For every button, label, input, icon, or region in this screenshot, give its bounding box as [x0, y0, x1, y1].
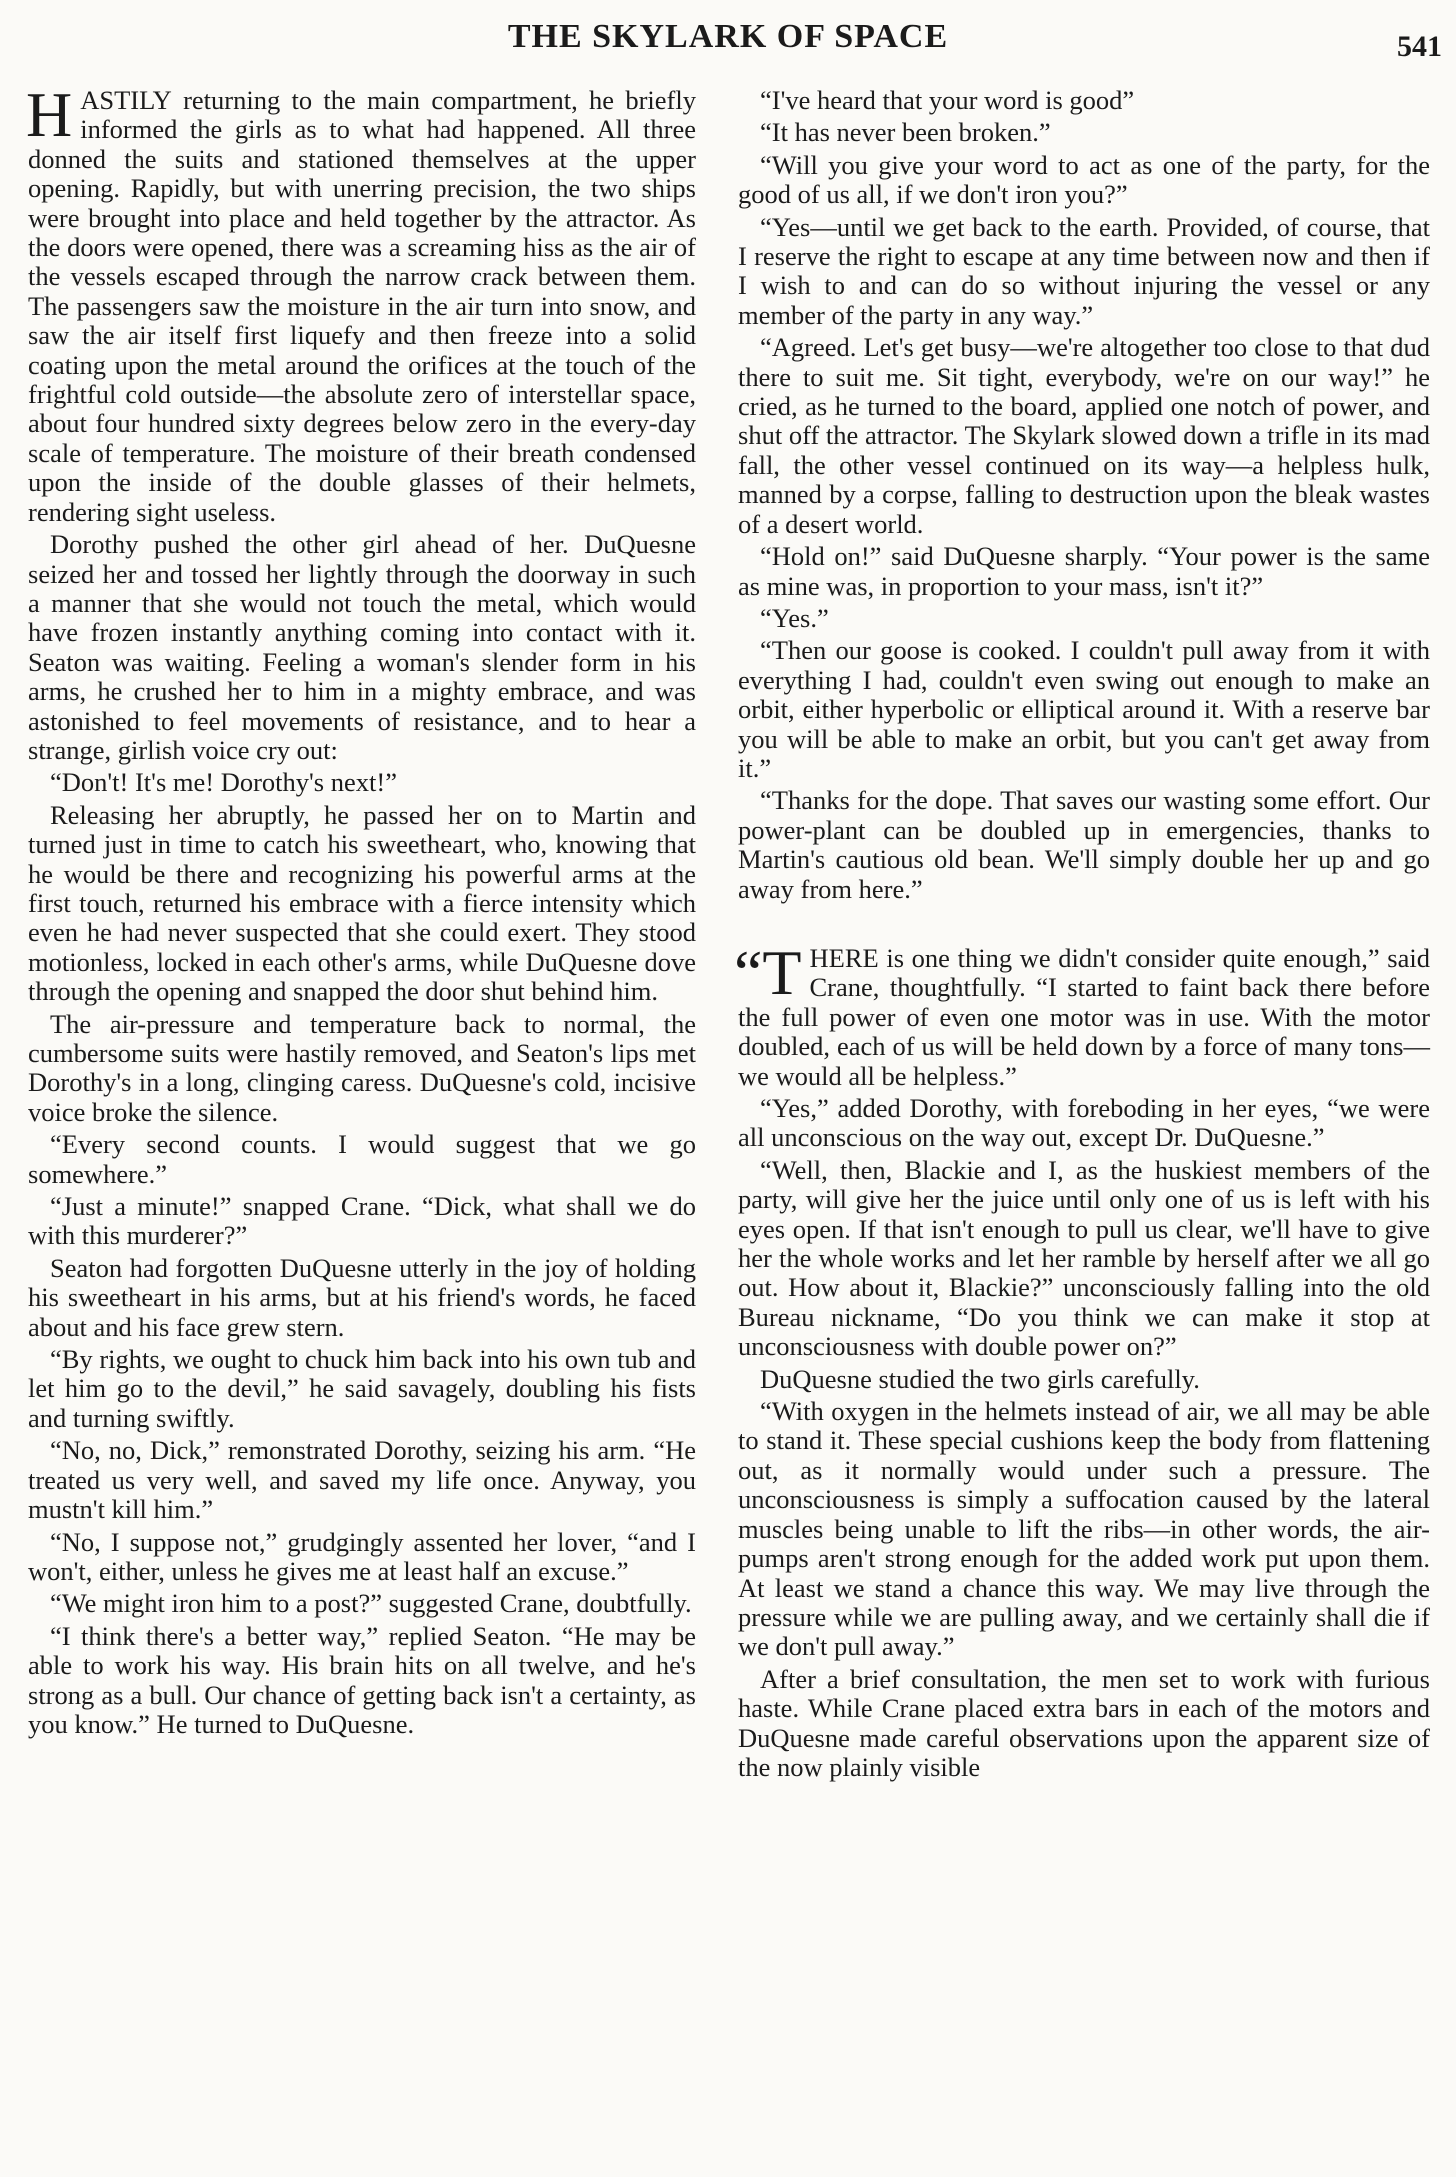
- paragraph: “Don't! It's me! Dorothy's next!”: [50, 767, 397, 798]
- paragraph: “Well, then, Blackie and I, as the huskiest members of the party, will give her the juice until only one of us is left with his eyes open. If that isn't enough to pull us clear, we'll have to give her the whole works and let her ramble by herself after we all go out. How about it, Blackie?” unconsciously falling into the old Bureau nickname, “Do you think we can make it stop at unconsciousness with double power on?”: [738, 1154, 1430, 1362]
- paragraph: “Every second counts. I would suggest that we go somewhere.”: [28, 1129, 696, 1189]
- section-text: is one thing we didn't consider quite enough,” said Crane, thoughtfully. “I started to faint back there before the full power of even one motor was in use. With the motor doubled, each of us will be held down by a force of many tons—we would all be helpless.”: [738, 942, 1430, 1091]
- paragraph: Dorothy pushed the other girl ahead of her. DuQuesne seized her and tossed her lightly through the doorway in such a manner that she would not touch the metal, which would have frozen instantly anything coming into contact with it. Seaton was waiting. Feeling a woman's slender form in his arms, he crushed her to him in a mighty embrace, and was astonished to feel movements of resistance, and to hear a strange, girlish voice cry out:: [28, 529, 696, 765]
- opening-text: returning to the main compartment, he briefly informed the girls as to what had happened. All three donned the suits and stationed themselves at the upper opening. Rapidly, but with unerring precision, the two ships were brought into place and held together by the attractor. As the doors were opened, there was a screaming hiss as the air of the vessels escaped through the narrow crack between them. The passengers saw the moisture in the air turn into snow, and saw the air itself first liquefy and then freeze into a solid coating upon the metal around the orifices at the touch of the frightful cold outside—the absolute zero of interstellar space, about four hundred sixty degrees below zero in the every-day scale of temperature. The moisture of their breath condensed upon the inside of the double glasses of their helmets, rendering sight useless.: [28, 85, 696, 527]
- lead-word: HERE: [809, 942, 879, 973]
- paragraph: “We might iron him to a post?” suggested Crane, doubtfully.: [50, 1588, 692, 1619]
- right-column: [734, 85, 1430, 1785]
- paragraph: “I've heard that your word is good”: [760, 85, 1135, 115]
- paragraph: “Yes,” added Dorothy, with foreboding in her eyes, “we were all unconscious on the way out, except Dr. DuQuesne.”: [738, 1093, 1430, 1153]
- opening-paragraph: [26, 79, 696, 527]
- page-header: [0, 14, 1456, 64]
- drop-cap-letter: T: [762, 936, 802, 1008]
- left-column: [26, 79, 696, 1742]
- paragraph: “Yes.”: [760, 602, 829, 633]
- section-opening-paragraph: [734, 936, 1430, 1091]
- paragraph: “Just a minute!” snapped Crane. “Dick, what shall we do with this murderer?”: [28, 1191, 696, 1251]
- paragraph: The air-pressure and temperature back to normal, the cumbersome suits were hastily removed, and Seaton's lips met Dorothy's in a long, clinging caress. DuQuesne's cold, incisive voice broke the silence.: [28, 1008, 696, 1127]
- paragraph: “Yes—until we get back to the earth. Provided, of course, that I reserve the right to escape at any time between now and then if I wish to and can do so without injuring the vessel or any member of the party in any way.”: [738, 211, 1430, 330]
- paragraph: DuQuesne studied the two girls carefully.: [760, 1363, 1200, 1394]
- paragraph: “Agreed. Let's get busy—we're altogether too close to that dud there to suit me. Sit tight, everybody, we're on our way!” he cried, as he turned to the board, applied one notch of power, and shut off the attractor. The Skylark slowed down a trifle in its mad fall, the other vessel continued on its way—a helpless hulk, manned by a corpse, falling to destruction upon the bleak wastes of a desert world.: [738, 332, 1430, 539]
- paragraph: “By rights, we ought to chuck him back into his own tub and let him go to the devil,” he said savagely, doubling his fists and turning swiftly.: [28, 1344, 696, 1433]
- paragraph: “Then our goose is cooked. I couldn't pull away from it with everything I had, couldn't even swing out enough to make an orbit, either hyperbolic or elliptical around it. With a reserve bar you will be able to make an orbit, but you can't get away from it.”: [738, 635, 1430, 783]
- paragraph: “Hold on!” said DuQuesne sharply. “Your power is the same as mine was, in proportion to your mass, isn't it?”: [738, 541, 1430, 601]
- paragraph: “It has never been broken.”: [760, 117, 1051, 148]
- drop-cap: [734, 936, 802, 1008]
- running-title: THE SKYLARK OF SPACE: [507, 18, 949, 55]
- paragraph: “Will you give your word to act as one of the party, for the good of us all, if we don't iron you?”: [738, 149, 1430, 210]
- paragraph: “With oxygen in the helmets instead of air, we all may be able to stand it. These special cushions keep the body from flattening out, as it normally would under such a pressure. The unconsciousness is simply a suffocation caused by the lateral muscles being unable to lift the ribs—in other words, the air-pumps aren't strong enough for the added work put upon them. At least we stand a chance this way. We may live through the pressure while we are pulling away, and we certainly shall die if we don't pull away.”: [738, 1396, 1430, 1662]
- page-number: 541: [1397, 30, 1442, 63]
- drop-cap: H: [26, 79, 73, 150]
- paragraph: “Thanks for the dope. That saves our wasting some effort. Our power-plant can be doubled up in emergencies, thanks to Martin's cautious old bean. We'll simply double her up and go away from here.”: [738, 785, 1430, 904]
- paragraph: After a brief consultation, the men set to work with furious haste. While Crane placed extra bars in each of the motors and DuQuesne made careful observations upon the apparent size of the now plainly visible: [738, 1663, 1430, 1782]
- paragraph: “No, I suppose not,” grudgingly assented her lover, “and I won't, either, unless he gives me at least half an excuse.”: [28, 1526, 696, 1586]
- lead-word: ASTILY: [80, 85, 172, 115]
- paragraph: Seaton had forgotten DuQuesne utterly in the joy of holding his sweetheart in his arms, but at his friend's words, he faced about and his face grew stern.: [28, 1252, 696, 1342]
- paragraph: “I think there's a better way,” replied Seaton. “He may be able to work his way. His brain hits on all twelve, and he's strong as a bull. Our chance of getting back isn't a certainty, as you know.” He turned to DuQuesne.: [28, 1620, 696, 1739]
- paragraph: “No, no, Dick,” remonstrated Dorothy, seizing his arm. “He treated us very well, and saved my life once. Anyway, you mustn't kill him.”: [28, 1435, 696, 1525]
- paragraph: Releasing her abruptly, he passed her on to Martin and turned just in time to catch his sweetheart, who, knowing that he would be there and recognizing his powerful arms at the first touch, returned his embrace with a fierce intensity which even he had never suspected that she could exert. They stood motionless, locked in each other's arms, while DuQuesne dove through the opening and snapped the door shut behind him.: [28, 799, 696, 1007]
- open-quote: “: [734, 936, 763, 1008]
